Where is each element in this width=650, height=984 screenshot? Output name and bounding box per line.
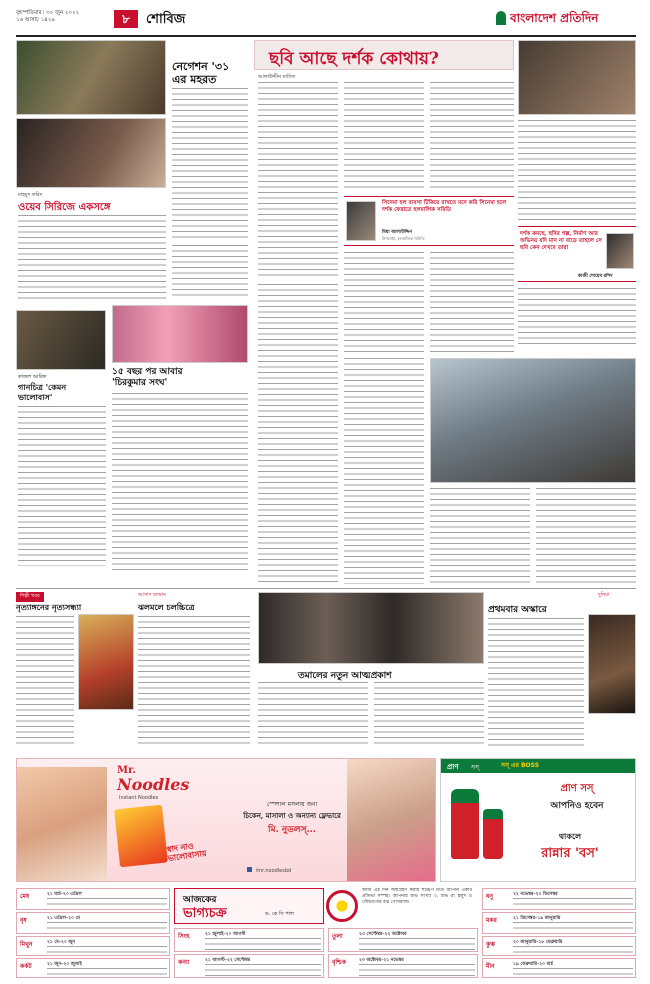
sign-name: বৃশ্চিক <box>332 959 347 966</box>
sign-body <box>359 964 475 977</box>
feature-cinema-photo <box>430 358 636 483</box>
horoscope-sign-4 <box>174 928 324 952</box>
award-photo <box>588 614 636 714</box>
cover-body <box>18 406 106 566</box>
sign-date-range: ২২ নভেম্বর–২০ ডিসেম্বর <box>513 892 558 897</box>
cover-photo <box>16 310 106 370</box>
villain-body-right-2 <box>172 245 248 300</box>
horoscope-sign-10 <box>482 936 636 956</box>
feature-body-col-7 <box>518 288 636 348</box>
sign-body <box>47 922 167 933</box>
sign-body <box>205 938 321 951</box>
sauce-line-4: রান্নার 'বস' <box>541 846 599 861</box>
tamalika-body-1 <box>258 682 368 746</box>
masthead-rule <box>16 35 636 37</box>
award-body <box>488 618 584 746</box>
quote-2-text: দর্শক কমছে, ছবির গল্প, নির্মাণ আর অভিনয় যদি মান না বাড়ে তাহলে সে ছবি কেন দেখবে তারা <box>520 231 602 251</box>
shilpi-body <box>16 616 74 746</box>
horoscope-signs <box>16 888 636 978</box>
feature-byline: আলাউদ্দীন মাজিদ <box>258 74 296 80</box>
sign-name: কন্যা <box>178 959 190 966</box>
feature-headline-bar <box>254 40 514 70</box>
boss-badge: সস্‌ এর BOSS <box>501 762 540 769</box>
sign-body <box>513 968 633 977</box>
horoscope-sign-2 <box>16 936 170 956</box>
sauce-line-1: প্রাণ সস্‌ <box>560 783 594 794</box>
section-title: শোবিজ <box>146 12 186 27</box>
feature-body-col-2 <box>344 82 424 192</box>
sauce-bottle <box>451 789 479 859</box>
horoscope-sign-11 <box>482 958 636 978</box>
villain-headline: নেগেশন '৩১ এর মহরত <box>172 60 230 86</box>
feature-body-col-10 <box>430 488 530 584</box>
quote-1-role: উপদেষ্টা, হলমালিক সমিতি <box>382 236 425 241</box>
sign-date-range: ২৩ সেপ্টেম্বর–২২ অক্টোবর <box>359 932 407 937</box>
page-number-badge: ৮ <box>114 10 138 28</box>
horoscope-sign-8 <box>482 888 636 910</box>
quote-2-attribution: কাজী শোয়েব রশিদ <box>578 274 613 279</box>
group-photo <box>258 592 484 664</box>
sign-body <box>513 898 633 909</box>
sign-date-range: ২১ ডিসেম্বর–১৯ জানুয়ারি <box>513 916 561 921</box>
sign-name: মীন <box>486 963 495 970</box>
row-rule <box>16 588 636 589</box>
noodles-logo <box>113 765 203 807</box>
feature-body-col-4 <box>518 120 636 220</box>
sign-name: বৃষ <box>20 917 27 924</box>
ahsan-tag: আসাদ জামান <box>138 592 166 598</box>
15-headline: ১৫ বছর পর আবার 'চিরকুমার সংঘ' <box>112 367 183 388</box>
sign-date-range: ২১ মে–২০ জুন <box>47 940 76 945</box>
noodles-tagline <box>237 799 347 837</box>
feature-body-col-11 <box>536 488 636 584</box>
film-poster <box>112 305 248 363</box>
quote-box-1 <box>344 196 514 246</box>
sign-date-range: ২০ জানুয়ারি–১৮ ফেব্রুয়ারি <box>513 940 563 945</box>
horoscope-sign-5 <box>174 954 324 978</box>
story-cover <box>16 310 108 570</box>
horoscope-sign-1 <box>16 912 170 934</box>
sign-body <box>205 964 321 977</box>
ahsan-headline: ঝলমলে চলচ্চিত্রে <box>138 602 195 612</box>
sign-body <box>359 938 475 951</box>
horoscope-section <box>16 888 636 978</box>
sign-name: কুম্ভ <box>486 941 495 948</box>
horoscope-intro: আজ এই দিন জন্মগ্রহণ করায় শঙ্খেপ মতে আপনি একটি প্রতিভা সম্পন্ন। আপনার শুভ সংখ্যা ৩, শুভ রং হলুদ ও সৌভাগ্যের রত্ন পোখরাজ। <box>362 888 472 905</box>
facebook-icon <box>247 867 252 872</box>
feature-body-col-5 <box>344 252 424 352</box>
noodles-tagline-1: স্পেশাল মসলায় জন্য <box>266 801 318 808</box>
villain-byline: মাহমুদ ফরিদ <box>18 192 43 198</box>
feature-headline: ছবি আছে দর্শক কোথায়? <box>269 49 439 69</box>
masthead <box>16 8 636 34</box>
15-body <box>112 393 248 573</box>
ad-noodles[interactable] <box>16 758 436 882</box>
feature-body-col-8 <box>258 284 338 584</box>
feature-body-col-9 <box>344 358 424 584</box>
story-award <box>488 592 636 752</box>
noodles-brand-name: Noodles <box>117 775 190 794</box>
tamalika-headline: তমালের নতুন আত্মপ্রকাশ <box>298 671 392 681</box>
sign-date-range: ২১ মার্চ–২০ এপ্রিল <box>47 892 82 897</box>
horoscope-title-1: আজকের <box>183 895 217 905</box>
noodles-brand-sub: Instant Noodles <box>119 795 159 801</box>
pran-brand: প্রাণ <box>447 762 459 771</box>
sauce-line-3: থাকলে <box>558 831 582 841</box>
ahsan-body <box>138 616 250 746</box>
social-link[interactable] <box>247 867 291 874</box>
sauce-line-2: আপনিও হবেন <box>550 801 604 811</box>
sign-name: কর্কট <box>20 963 32 970</box>
noodles-slogan: স্বাদ নাও ভালোবাসায় <box>165 840 208 864</box>
story-ahsan <box>138 592 254 752</box>
date-line <box>16 10 79 24</box>
sign-name: মিথুন <box>20 941 33 948</box>
feature-body-col-1 <box>258 82 338 277</box>
award-headline: প্রথমবার অস্কারে <box>488 605 547 615</box>
feature-photo-top <box>518 40 636 115</box>
sign-body <box>47 968 167 977</box>
woman-photo <box>347 759 436 882</box>
sign-name: তুলা <box>332 933 343 940</box>
horoscope-sign-9 <box>482 912 636 934</box>
story-15-years <box>112 305 248 575</box>
tamalika-body-2 <box>374 682 484 746</box>
sauce-footer <box>507 831 633 865</box>
villain-body <box>18 215 166 300</box>
quote-1-attribution: মিয়া আলাউদ্দিন <box>382 230 413 235</box>
dancer-photo <box>78 614 134 710</box>
quote-1-portrait <box>346 201 376 241</box>
sign-name: ধনু <box>486 893 493 900</box>
noodles-brand-mr: Mr. <box>117 765 136 776</box>
feature-body-col-3 <box>430 82 514 192</box>
award-tag: দুনিয়া <box>598 592 610 598</box>
villain-subhead: ওয়েব সিরিজে একসঙ্গে <box>18 202 111 213</box>
horoscope-sign-0 <box>16 888 170 910</box>
sign-name: মেষ <box>20 893 30 900</box>
sauce-header <box>441 759 636 773</box>
date-english: বৃহস্পতিবার ৷ ৩০ জুন ২০২২ <box>16 10 80 16</box>
sign-date-range: ১৯ ফেব্রুয়ারি–২০ মার্চ <box>513 962 553 967</box>
date-bangla: ১৬ আষাঢ় ১৪২৯ <box>16 17 55 23</box>
shilpi-headline: নৃত্যাঙ্গনের নৃত্যসন্ধ্যা <box>16 602 82 612</box>
shilpi-tag: শিল্পী খবর <box>16 592 44 602</box>
sauce-bottle-2 <box>483 809 503 859</box>
logo-emblem-icon <box>496 11 506 25</box>
noodles-pack <box>114 805 168 868</box>
villain-body-right <box>172 88 248 238</box>
cover-byline: কাজল আরিফ <box>18 374 47 380</box>
feature-body-col-6 <box>430 252 514 352</box>
horoscope-sign-3 <box>16 958 170 978</box>
villain-portrait <box>16 118 166 188</box>
actors-photo <box>16 40 166 115</box>
sign-date-range: ২১ আগস্ট–২২ সেপ্টেম্বর <box>205 958 251 963</box>
main-feature <box>254 40 636 585</box>
horoscope-byline: ড. কে সি পাল <box>265 911 294 917</box>
sign-date-range: ২১ জুন–২০ জুলাই <box>47 962 82 967</box>
story-shilpi <box>16 592 134 752</box>
sign-body <box>513 946 633 955</box>
quote-box-2 <box>518 226 636 282</box>
sauce-product: সস্‌ <box>471 764 479 771</box>
noodles-tagline-3: মি. নুডলস্‌... <box>268 825 316 835</box>
horoscope-sign-6 <box>328 928 478 952</box>
sign-name: মকর <box>486 917 497 924</box>
sign-body <box>513 922 633 933</box>
story-tamalika <box>258 592 484 752</box>
sign-body <box>47 946 167 955</box>
sauce-headline <box>521 781 633 813</box>
social-handle: /mr.noodlesbd <box>255 868 292 874</box>
child-photo <box>17 767 107 882</box>
sign-date-range: ২১ এপ্রিল–২০ মে <box>47 916 80 921</box>
quote-1-text: সিনেমা হল ব্যবসা টিকিয়ে রাখতে মনে করি সিনেমা হলে দর্শক ফেরাতে হলমালিক সমিতি <box>382 200 507 213</box>
story-villain <box>16 40 248 305</box>
cover-headline: গানচিত্র 'কেমন ভালোবাস' <box>18 382 67 402</box>
sign-date-range: ২১ জুলাই–২০ আগস্ট <box>205 932 246 937</box>
sign-date-range: ২৩ অক্টোবর–২১ নভেম্বর <box>359 958 404 963</box>
horoscope-sign-7 <box>328 954 478 978</box>
noodles-tagline-2: চিকেন, মাসালা ও অন্যান্য ফ্লেভারে <box>243 811 341 820</box>
paper-logo <box>496 8 636 30</box>
sign-name: সিংহ <box>178 933 190 940</box>
sign-body <box>47 898 167 909</box>
ad-sauce[interactable] <box>440 758 636 882</box>
paper-name: বাংলাদেশ প্রতিদিন <box>510 11 599 25</box>
quote-2-portrait <box>606 233 634 269</box>
horoscope-title-2: ভাগ্যচক্র <box>183 906 227 921</box>
